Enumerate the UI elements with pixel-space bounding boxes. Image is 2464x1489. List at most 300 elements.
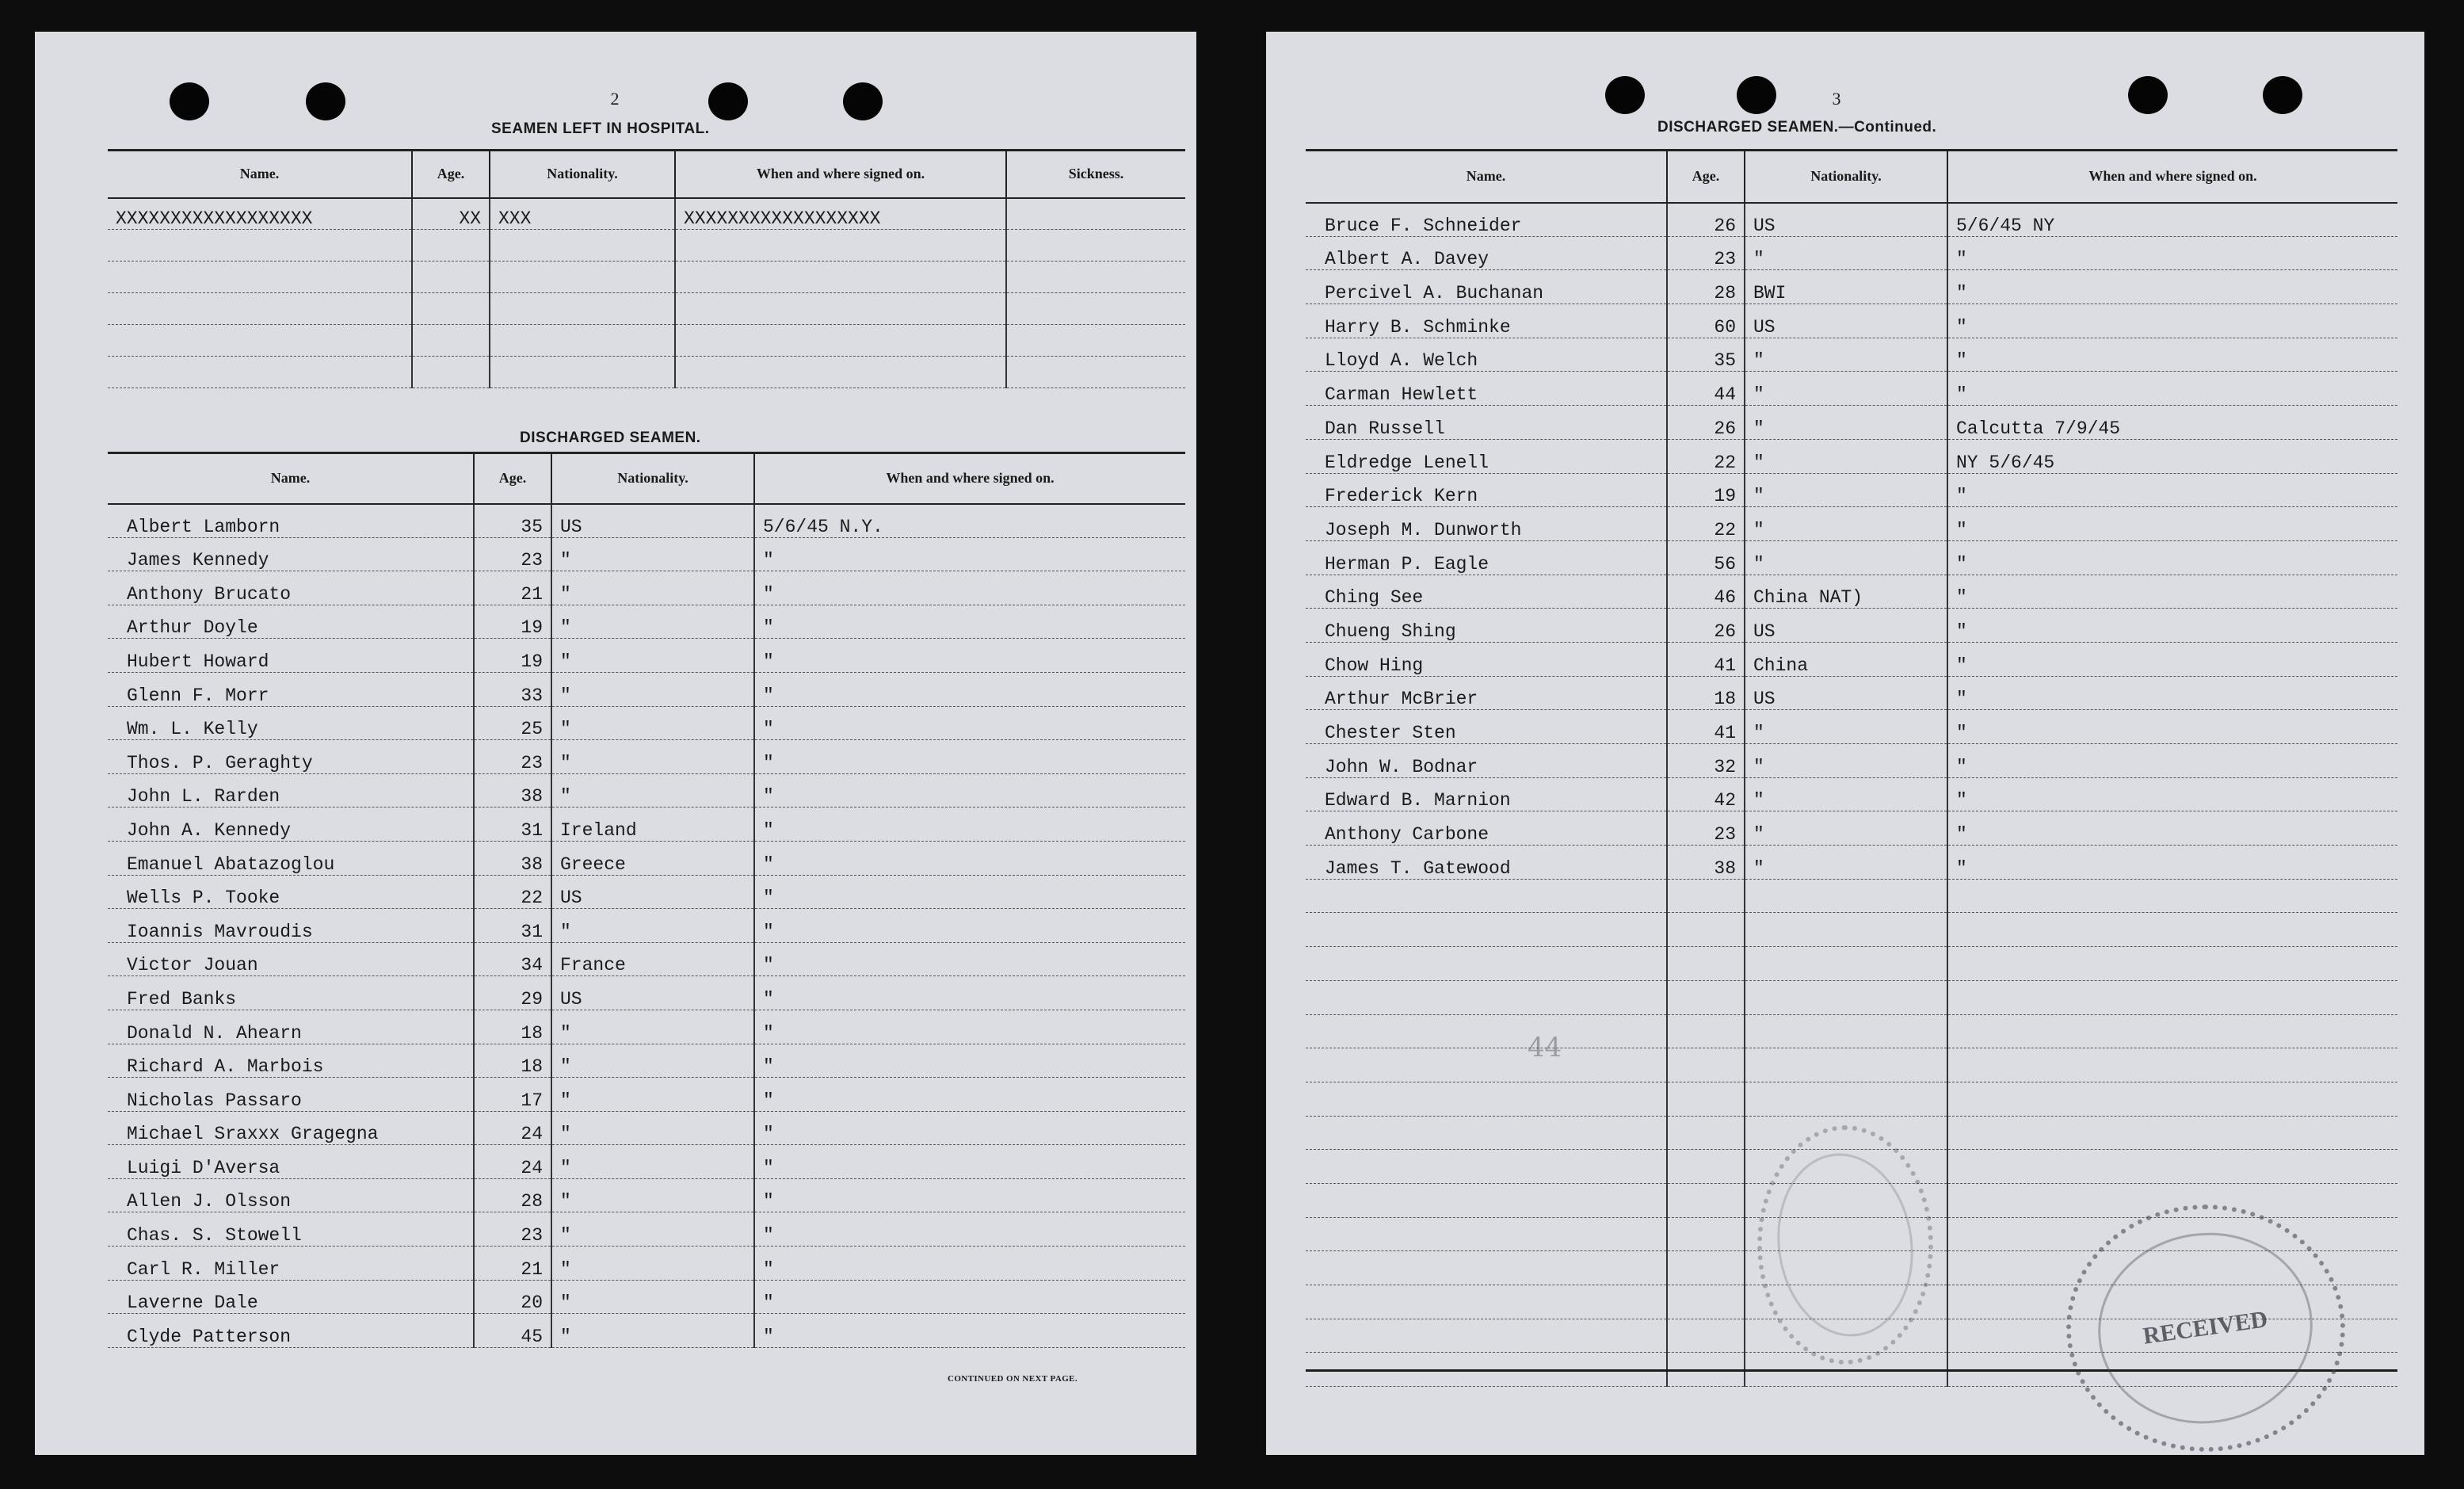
nationality-cell — [1745, 1048, 1947, 1082]
table-row — [108, 773, 1185, 807]
age-cell: 26 — [1667, 203, 1745, 237]
nationality-cell: " — [551, 537, 754, 571]
table-row — [1306, 304, 2397, 338]
table-row — [1306, 540, 2397, 575]
received-stamp-text: RECEIVED — [2086, 1219, 2325, 1437]
table-row — [108, 1078, 1185, 1112]
age-cell: 38 — [1667, 846, 1745, 880]
binder-hole — [306, 82, 345, 120]
nationality-cell: " — [551, 773, 754, 807]
nationality-cell — [490, 293, 675, 325]
signed-on-cell: " — [754, 1145, 1185, 1179]
nationality-cell: US — [1745, 304, 1947, 338]
sickness-cell — [1006, 262, 1185, 293]
signed-on-cell: Calcutta 7/9/45 — [1947, 406, 2397, 440]
table-row — [1306, 811, 2397, 846]
signed-on-cell: " — [1947, 710, 2397, 744]
age-cell — [1667, 1217, 1745, 1251]
signed-on-cell: " — [1947, 236, 2397, 270]
nationality-cell: " — [551, 571, 754, 605]
age-cell: 45 — [474, 1314, 551, 1348]
age-cell: 17 — [474, 1078, 551, 1112]
age-cell — [1667, 1319, 1745, 1353]
signed-on-cell: " — [754, 639, 1185, 673]
name-cell — [1306, 947, 1667, 981]
name-cell: Luigi D'Aversa — [108, 1145, 474, 1179]
table-row — [1306, 406, 2397, 440]
age-cell: 44 — [1667, 372, 1745, 406]
nationality-cell: " — [551, 1010, 754, 1044]
age-cell: 19 — [474, 639, 551, 673]
nationality-cell: " — [551, 672, 754, 706]
left-page — [35, 32, 1196, 1455]
table-row — [1306, 879, 2397, 913]
signed-on-cell — [1947, 1048, 2397, 1082]
age-cell: 38 — [474, 841, 551, 875]
name-cell: Carl R. Miller — [108, 1247, 474, 1281]
nationality-cell: " — [551, 706, 754, 740]
name-cell: Chester Sten — [1306, 710, 1667, 744]
name-cell — [1306, 1014, 1667, 1048]
column-header: Nationality. — [1745, 151, 1947, 203]
signed-on-cell: " — [754, 841, 1185, 875]
signed-on-cell: " — [1947, 473, 2397, 507]
table-row — [108, 293, 1185, 325]
name-cell: Percivel A. Buchanan — [1306, 270, 1667, 304]
binder-hole — [2128, 76, 2168, 114]
table-row — [1306, 507, 2397, 541]
nationality-cell — [1745, 947, 1947, 981]
table-row — [108, 942, 1185, 976]
table-row — [108, 1247, 1185, 1281]
sickness-cell — [1006, 198, 1185, 230]
table-row — [108, 1010, 1185, 1044]
age-cell: 23 — [474, 537, 551, 571]
signed-on-cell — [675, 230, 1006, 262]
name-cell: Albert Lamborn — [108, 504, 474, 538]
signed-on-cell: " — [754, 571, 1185, 605]
table-row — [108, 639, 1185, 673]
name-cell: Chow Hing — [1306, 642, 1667, 676]
nationality-cell: " — [1745, 338, 1947, 372]
table-row — [1306, 609, 2397, 643]
age-cell: 23 — [1667, 236, 1745, 270]
signed-on-cell: NY 5/6/45 — [1947, 439, 2397, 473]
age-cell — [1667, 1183, 1745, 1217]
nationality-cell: " — [551, 639, 754, 673]
signed-on-cell: " — [754, 807, 1185, 842]
age-cell: 19 — [474, 605, 551, 639]
nationality-cell: China NAT) — [1745, 575, 1947, 609]
signed-on-cell — [1947, 879, 2397, 913]
nationality-cell: XXX — [490, 198, 675, 230]
table-row — [1306, 710, 2397, 744]
signed-on-cell: " — [754, 976, 1185, 1010]
name-cell: Nicholas Passaro — [108, 1078, 474, 1112]
nationality-cell: " — [1745, 236, 1947, 270]
name-cell: Laverne Dale — [108, 1280, 474, 1314]
signed-on-cell — [1947, 1116, 2397, 1150]
age-cell: 25 — [474, 706, 551, 740]
age-cell: 35 — [474, 504, 551, 538]
age-cell: 28 — [1667, 270, 1745, 304]
name-cell — [1306, 1183, 1667, 1217]
signed-on-cell — [1947, 1082, 2397, 1116]
table-row — [108, 1044, 1185, 1078]
nationality-cell: US — [551, 504, 754, 538]
signed-on-cell: " — [1947, 811, 2397, 846]
name-cell: Fred Banks — [108, 976, 474, 1010]
table-row — [1306, 236, 2397, 270]
page-number: 3 — [1832, 89, 1841, 109]
nationality-cell: " — [551, 740, 754, 774]
column-header: Sickness. — [1006, 151, 1185, 198]
name-cell: Hubert Howard — [108, 639, 474, 673]
signed-on-cell: " — [754, 773, 1185, 807]
name-cell — [1306, 879, 1667, 913]
binder-hole — [1737, 76, 1776, 114]
nationality-cell: " — [1745, 846, 1947, 880]
age-cell: 18 — [474, 1044, 551, 1078]
age-cell: 26 — [1667, 406, 1745, 440]
name-cell — [1306, 1048, 1667, 1082]
table-row — [108, 262, 1185, 293]
sickness-cell — [1006, 325, 1185, 357]
right-page — [1266, 32, 2424, 1455]
age-cell — [1667, 1048, 1745, 1082]
nationality-cell: US — [1745, 609, 1947, 643]
table-row — [108, 909, 1185, 943]
name-cell: Carman Hewlett — [1306, 372, 1667, 406]
nationality-cell: BWI — [1745, 270, 1947, 304]
binder-hole — [170, 82, 209, 120]
name-cell: Ching See — [1306, 575, 1667, 609]
age-cell: 24 — [474, 1145, 551, 1179]
signed-on-cell: " — [754, 1111, 1185, 1145]
age-cell: 56 — [1667, 540, 1745, 575]
signed-on-cell: " — [754, 1044, 1185, 1078]
name-cell: Harry B. Schminke — [1306, 304, 1667, 338]
name-cell — [1306, 1150, 1667, 1184]
name-cell: Emanuel Abatazoglou — [108, 841, 474, 875]
age-cell: 60 — [1667, 304, 1745, 338]
age-cell — [1667, 879, 1745, 913]
age-cell: 33 — [474, 672, 551, 706]
table-row — [108, 1145, 1185, 1179]
age-cell: 18 — [474, 1010, 551, 1044]
age-cell — [1667, 947, 1745, 981]
name-cell: Ioannis Mavroudis — [108, 909, 474, 943]
nationality-cell: Greece — [551, 841, 754, 875]
signed-on-cell: " — [1947, 846, 2397, 880]
nationality-cell: US — [1745, 676, 1947, 710]
name-cell — [1306, 980, 1667, 1014]
signed-on-cell: " — [1947, 777, 2397, 811]
age-cell: 28 — [474, 1178, 551, 1212]
table-row — [108, 537, 1185, 571]
nationality-cell: " — [551, 1145, 754, 1179]
age-cell: 31 — [474, 909, 551, 943]
binder-hole — [843, 82, 883, 120]
signed-on-cell: " — [754, 1078, 1185, 1112]
age-cell — [1667, 1116, 1745, 1150]
name-cell: Edward B. Marnion — [1306, 777, 1667, 811]
signed-on-cell: " — [754, 1178, 1185, 1212]
table-row — [108, 605, 1185, 639]
sickness-cell — [1006, 293, 1185, 325]
age-cell — [412, 293, 490, 325]
nationality-cell — [1745, 879, 1947, 913]
name-cell: Arthur Doyle — [108, 605, 474, 639]
age-cell: 23 — [1667, 811, 1745, 846]
age-cell: XX — [412, 198, 490, 230]
table-row — [108, 1314, 1185, 1348]
column-header: Nationality. — [490, 151, 675, 198]
column-header: Age. — [412, 151, 490, 198]
name-cell: John W. Bodnar — [1306, 744, 1667, 778]
page-number: 2 — [610, 89, 620, 109]
signed-on-cell: " — [754, 706, 1185, 740]
age-cell — [1667, 1251, 1745, 1285]
table-row — [108, 230, 1185, 262]
age-cell: 41 — [1667, 710, 1745, 744]
age-cell: 20 — [474, 1280, 551, 1314]
name-cell: Allen J. Olsson — [108, 1178, 474, 1212]
table-row — [108, 672, 1185, 706]
binder-hole — [708, 82, 748, 120]
signed-on-cell: " — [754, 1212, 1185, 1247]
table-row — [1306, 473, 2397, 507]
signed-on-cell: " — [754, 1314, 1185, 1348]
nationality-cell — [1745, 913, 1947, 947]
nationality-cell: " — [551, 1178, 754, 1212]
signed-on-cell: " — [1947, 270, 2397, 304]
signed-on-cell: " — [1947, 744, 2397, 778]
table-row — [1306, 1014, 2397, 1048]
age-cell: 22 — [1667, 507, 1745, 541]
signed-on-cell: " — [1947, 372, 2397, 406]
column-header: Age. — [474, 453, 551, 504]
signed-on-cell — [1947, 913, 2397, 947]
column-header: When and where signed on. — [675, 151, 1006, 198]
name-cell: Clyde Patterson — [108, 1314, 474, 1348]
age-cell: 42 — [1667, 777, 1745, 811]
pencil-note: 44 — [1528, 1032, 1562, 1063]
table-row — [108, 841, 1185, 875]
name-cell: Albert A. Davey — [1306, 236, 1667, 270]
table-row — [108, 571, 1185, 605]
nationality-cell — [1745, 1014, 1947, 1048]
signed-on-cell: " — [754, 605, 1185, 639]
table-row — [1306, 203, 2397, 237]
age-cell: 22 — [474, 875, 551, 909]
nationality-cell: " — [551, 1212, 754, 1247]
name-cell: Anthony Brucato — [108, 571, 474, 605]
nationality-cell: " — [1745, 406, 1947, 440]
signed-on-cell — [675, 293, 1006, 325]
table-row — [108, 198, 1185, 230]
binder-hole — [2263, 76, 2302, 114]
nationality-cell — [490, 325, 675, 357]
name-cell: John L. Rarden — [108, 773, 474, 807]
signed-on-cell: " — [754, 909, 1185, 943]
age-cell — [412, 230, 490, 262]
nationality-cell: " — [551, 1247, 754, 1281]
name-cell: Bruce F. Schneider — [1306, 203, 1667, 237]
age-cell: 22 — [1667, 439, 1745, 473]
nationality-cell: " — [1745, 777, 1947, 811]
table-row — [108, 325, 1185, 357]
signed-on-cell: " — [1947, 676, 2397, 710]
signed-on-cell: " — [754, 1010, 1185, 1044]
signed-on-cell: 5/6/45 NY — [1947, 203, 2397, 237]
table-row — [108, 1111, 1185, 1145]
age-cell: 21 — [474, 1247, 551, 1281]
name-cell: Frederick Kern — [1306, 473, 1667, 507]
nationality-cell: " — [1745, 473, 1947, 507]
hospital-table — [108, 149, 1185, 388]
column-header: Name. — [108, 151, 412, 198]
table-row — [108, 706, 1185, 740]
continued-footnote: CONTINUED ON NEXT PAGE. — [948, 1374, 1078, 1384]
table-row — [1306, 1082, 2397, 1116]
name-cell: XXXXXXXXXXXXXXXXXX — [108, 198, 412, 230]
signed-on-cell: " — [1947, 507, 2397, 541]
name-cell: Joseph M. Dunworth — [1306, 507, 1667, 541]
table-row — [1306, 676, 2397, 710]
signed-on-cell: " — [1947, 338, 2397, 372]
table-row — [1306, 642, 2397, 676]
column-header: Nationality. — [551, 453, 754, 504]
name-cell — [108, 357, 412, 388]
name-cell: Donald N. Ahearn — [108, 1010, 474, 1044]
name-cell — [108, 325, 412, 357]
name-cell: Richard A. Marbois — [108, 1044, 474, 1078]
name-cell — [1306, 913, 1667, 947]
name-cell — [1306, 1116, 1667, 1150]
name-cell — [1306, 1319, 1667, 1353]
column-header: Name. — [1306, 151, 1667, 203]
age-cell: 23 — [474, 740, 551, 774]
age-cell — [1667, 913, 1745, 947]
table-row — [1306, 744, 2397, 778]
name-cell: Wm. L. Kelly — [108, 706, 474, 740]
discharged-continued-title: DISCHARGED SEAMEN.—Continued. — [1657, 119, 1937, 136]
nationality-cell: US — [551, 875, 754, 909]
nationality-cell: " — [1745, 710, 1947, 744]
faded-stamp — [1757, 1125, 1933, 1365]
table-row — [1306, 372, 2397, 406]
age-cell — [412, 325, 490, 357]
column-header: When and where signed on. — [1947, 151, 2397, 203]
age-cell: 24 — [474, 1111, 551, 1145]
table-row — [108, 976, 1185, 1010]
signed-on-cell: " — [754, 672, 1185, 706]
nationality-cell: France — [551, 942, 754, 976]
discharged-table-left — [108, 452, 1185, 1348]
signed-on-cell — [675, 325, 1006, 357]
column-header: Name. — [108, 453, 474, 504]
name-cell — [108, 262, 412, 293]
age-cell: 23 — [474, 1212, 551, 1247]
table-row — [108, 357, 1185, 388]
nationality-cell: " — [551, 1044, 754, 1078]
nationality-cell: Ireland — [551, 807, 754, 842]
table-row — [1306, 947, 2397, 981]
table-row — [1306, 575, 2397, 609]
age-cell: 29 — [474, 976, 551, 1010]
signed-on-cell: " — [754, 942, 1185, 976]
signed-on-cell — [1947, 947, 2397, 981]
age-cell: 34 — [474, 942, 551, 976]
age-cell — [412, 357, 490, 388]
name-cell: Victor Jouan — [108, 942, 474, 976]
name-cell: Herman P. Eagle — [1306, 540, 1667, 575]
signed-on-cell: XXXXXXXXXXXXXXXXXX — [675, 198, 1006, 230]
nationality-cell — [1745, 1082, 1947, 1116]
nationality-cell: " — [1745, 540, 1947, 575]
signed-on-cell: " — [754, 740, 1185, 774]
age-cell: 21 — [474, 571, 551, 605]
name-cell: Chas. S. Stowell — [108, 1212, 474, 1247]
age-cell — [1667, 1082, 1745, 1116]
nationality-cell: " — [1745, 372, 1947, 406]
table-row — [1306, 777, 2397, 811]
name-cell — [1306, 1251, 1667, 1285]
name-cell: Chueng Shing — [1306, 609, 1667, 643]
column-header: When and where signed on. — [754, 453, 1185, 504]
age-cell: 19 — [1667, 473, 1745, 507]
nationality-cell: " — [551, 1314, 754, 1348]
binder-hole — [1605, 76, 1645, 114]
nationality-cell — [490, 262, 675, 293]
age-cell — [1667, 980, 1745, 1014]
sickness-cell — [1006, 230, 1185, 262]
age-cell: 38 — [474, 773, 551, 807]
received-stamp — [2066, 1205, 2345, 1452]
age-cell — [1667, 1285, 1745, 1319]
nationality-cell: US — [1745, 203, 1947, 237]
signed-on-cell: " — [1947, 540, 2397, 575]
name-cell: Lloyd A. Welch — [1306, 338, 1667, 372]
table-row — [108, 1280, 1185, 1314]
age-cell: 26 — [1667, 609, 1745, 643]
name-cell: James Kennedy — [108, 537, 474, 571]
signed-on-cell: " — [754, 1280, 1185, 1314]
table-row — [1306, 980, 2397, 1014]
name-cell — [1306, 1285, 1667, 1319]
name-cell: Eldredge Lenell — [1306, 439, 1667, 473]
age-cell — [1667, 1150, 1745, 1184]
signed-on-cell — [1947, 980, 2397, 1014]
table-row — [1306, 1048, 2397, 1082]
signed-on-cell: " — [754, 537, 1185, 571]
name-cell: Anthony Carbone — [1306, 811, 1667, 846]
nationality-cell — [490, 357, 675, 388]
name-cell: James T. Gatewood — [1306, 846, 1667, 880]
table-row — [108, 875, 1185, 909]
signed-on-cell: " — [1947, 304, 2397, 338]
signed-on-cell: " — [754, 875, 1185, 909]
age-cell — [1667, 1014, 1745, 1048]
name-cell — [108, 293, 412, 325]
signed-on-cell: " — [754, 1247, 1185, 1281]
age-cell: 35 — [1667, 338, 1745, 372]
age-cell: 41 — [1667, 642, 1745, 676]
age-cell: 31 — [474, 807, 551, 842]
nationality-cell: " — [1745, 507, 1947, 541]
table-row — [1306, 913, 2397, 947]
